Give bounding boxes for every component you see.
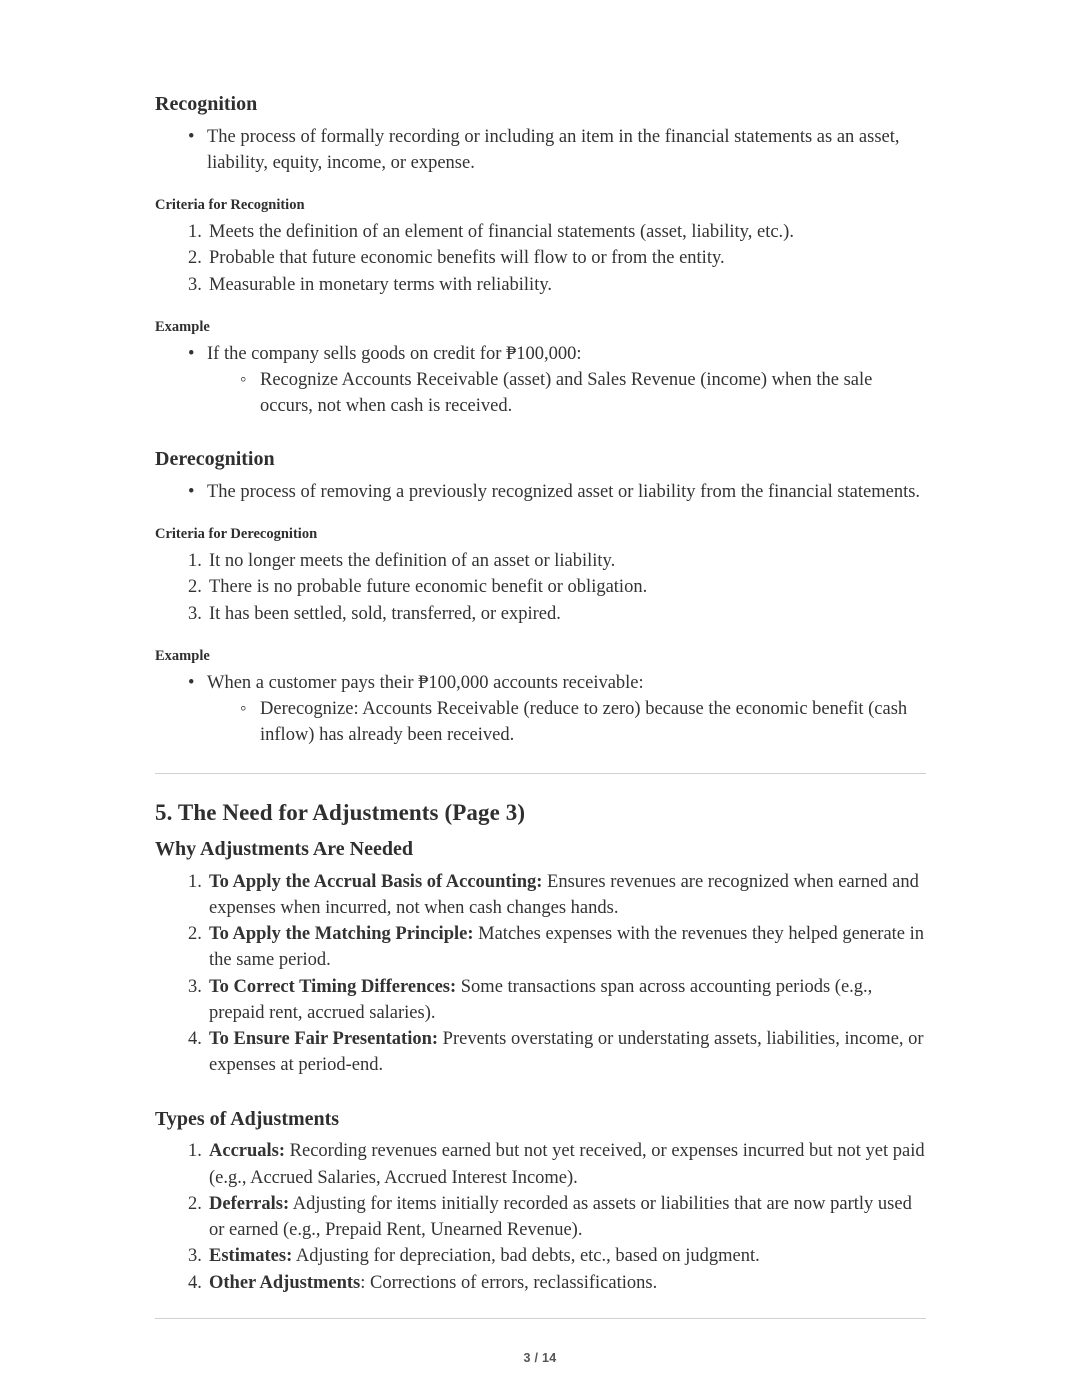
list-item-text: There is no probable future economic benefit or obligation. (209, 577, 648, 598)
recognition-criteria-list (155, 219, 926, 298)
recognition-example-sub-text: Recognize Accounts Receivable (asset) and Sales Revenue (income) when the sale occurs, not when cash is received. (260, 369, 873, 417)
recognition-heading: Recognition (155, 93, 258, 115)
list-number: 3. (188, 274, 202, 295)
recognition-definition-list (155, 124, 926, 177)
recognition-example-sublist (207, 367, 926, 420)
types-of-adjustments-list (155, 1138, 926, 1296)
list-number: 2. (188, 1193, 202, 1214)
section5-heading: 5. The Need for Adjustments (Page 3) (155, 799, 526, 825)
recognition-example-text: If the company sells goods on credit for ₱100,000: (207, 343, 582, 364)
list-item (155, 245, 926, 271)
spacer (155, 749, 926, 773)
list-item-text: Meets the definition of an element of financial statements (asset, liability, etc.). (209, 221, 794, 242)
list-item-text: : Corrections of errors, reclassifications. (360, 1272, 658, 1293)
criteria-for-recognition-heading: Criteria for Recognition (155, 197, 305, 214)
list-item (155, 869, 926, 922)
derecognition-example-sublist (207, 696, 926, 749)
list-item-text: Some transactions span across accounting periods (e.g., prepaid rent, accrued salaries). (209, 976, 873, 1023)
spacer (155, 1296, 926, 1318)
spacer (155, 627, 926, 647)
list-item (207, 696, 926, 749)
list-item-lead: To Apply the Matching Principle: (209, 924, 474, 945)
list-item-text: Matches expenses with the revenues they helped generate in the same period. (209, 924, 925, 971)
list-item (155, 219, 926, 245)
bullet-disc-icon: • (188, 126, 195, 147)
list-item (155, 1243, 926, 1269)
list-number: 3. (188, 1246, 202, 1267)
list-item-lead: Accruals: (209, 1141, 286, 1162)
list-number: 4. (188, 1272, 202, 1293)
spacer (155, 176, 926, 196)
list-item-lead: To Correct Timing Differences: (209, 976, 457, 997)
list-number: 4. (188, 1029, 202, 1050)
list-item-text: It no longer meets the definition of an asset or liability. (209, 551, 616, 572)
list-item-text: Prevents overstating or understating assets, liabilities, income, or expenses at period-end. (209, 1029, 924, 1076)
list-item-text: Measurable in monetary terms with reliability. (209, 274, 553, 295)
list-item-lead: To Apply the Accrual Basis of Accounting: (209, 871, 543, 892)
document-page (155, 0, 926, 1397)
list-item-text: Ensures revenues are recognized when earned and expenses when incurred, not when cash changes hands. (209, 871, 919, 918)
bullet-disc-icon: • (188, 672, 195, 693)
list-item-lead: Other Adjustments (209, 1272, 361, 1293)
list-item (155, 548, 926, 574)
derecognition-example-list (155, 670, 926, 749)
section-divider-bottom (155, 1318, 926, 1319)
list-item-text: Adjusting for items initially recorded as assets or liabilities that are now partly used or earned (e.g., Prepaid Rent, Unearned Revenue). (209, 1193, 912, 1241)
criteria-for-derecognition-heading: Criteria for Derecognition (155, 526, 318, 543)
derecognition-criteria-list (155, 548, 926, 627)
list-item (155, 124, 926, 177)
list-item (155, 574, 926, 600)
recognition-definition-text: The process of formally recording or including an item in the financial statements as an asset, liability, equity, income, or expense. (207, 126, 900, 173)
list-item (155, 1270, 926, 1296)
bullet-disc-icon: • (188, 482, 195, 502)
list-number: 1. (188, 871, 202, 892)
list-item (155, 974, 926, 1027)
list-item (155, 1026, 926, 1079)
derecognition-definition-text: The process of removing a previously recognized asset or liability from the financial statements. (207, 482, 921, 502)
list-item-lead: Deferrals: (209, 1193, 290, 1214)
list-number: 3. (188, 603, 202, 624)
list-item-lead: To Ensure Fair Presentation: (209, 1029, 439, 1050)
derecognition-example-heading: Example (155, 647, 210, 664)
derecognition-heading: Derecognition (155, 448, 275, 471)
list-item (155, 1191, 926, 1244)
list-number: 3. (188, 976, 202, 997)
derecognition-example-sub-text: Derecognize: Accounts Receivable (reduce to zero) because the economic benefit (cash inflow) has already been received. (260, 699, 908, 746)
list-item (155, 272, 926, 298)
list-item (155, 341, 926, 420)
bullet-circle-icon: ◦ (240, 699, 247, 720)
list-item-text: Adjusting for depreciation, bad debts, etc., based on judgment. (292, 1246, 760, 1267)
derecognition-example-text: When a customer pays their ₱100,000 accounts receivable: (207, 672, 644, 693)
list-item (155, 1138, 926, 1191)
list-number: 2. (188, 924, 202, 945)
list-item (155, 921, 926, 974)
list-item (155, 601, 926, 627)
list-item-text: Probable that future economic benefits will flow to or from the entity. (209, 248, 725, 269)
why-adjustments-list (155, 869, 926, 1079)
list-number: 1. (188, 221, 202, 242)
spacer (155, 774, 926, 798)
types-of-adjustments-heading: Types of Adjustments (155, 1107, 340, 1130)
recognition-example-heading: Example (155, 318, 210, 335)
list-number: 1. (188, 1141, 202, 1162)
spacer (155, 505, 926, 525)
list-item (155, 670, 926, 749)
spacer (155, 1079, 926, 1107)
recognition-example-list (155, 341, 926, 420)
bullet-disc-icon: • (188, 343, 195, 364)
list-item-lead: Estimates: (209, 1246, 293, 1267)
list-number: 2. (188, 577, 202, 598)
spacer (155, 419, 926, 447)
list-item (155, 479, 926, 505)
list-number: 1. (188, 551, 202, 572)
bullet-circle-icon: ◦ (240, 369, 247, 390)
why-adjustments-heading: Why Adjustments Are Needed (155, 837, 413, 860)
spacer (155, 298, 926, 318)
derecognition-definition-list (155, 479, 926, 505)
list-item-text: Recording revenues earned but not yet received, or expenses incurred but not yet paid (e.g., Accrued Salaries, Accrued Interest Income). (209, 1141, 925, 1188)
list-item-text: It has been settled, sold, transferred, or expired. (209, 603, 561, 624)
page-footer: 3 / 14 (523, 1351, 557, 1365)
page-content (155, 0, 926, 1319)
list-item (207, 367, 926, 420)
list-number: 2. (188, 248, 202, 269)
